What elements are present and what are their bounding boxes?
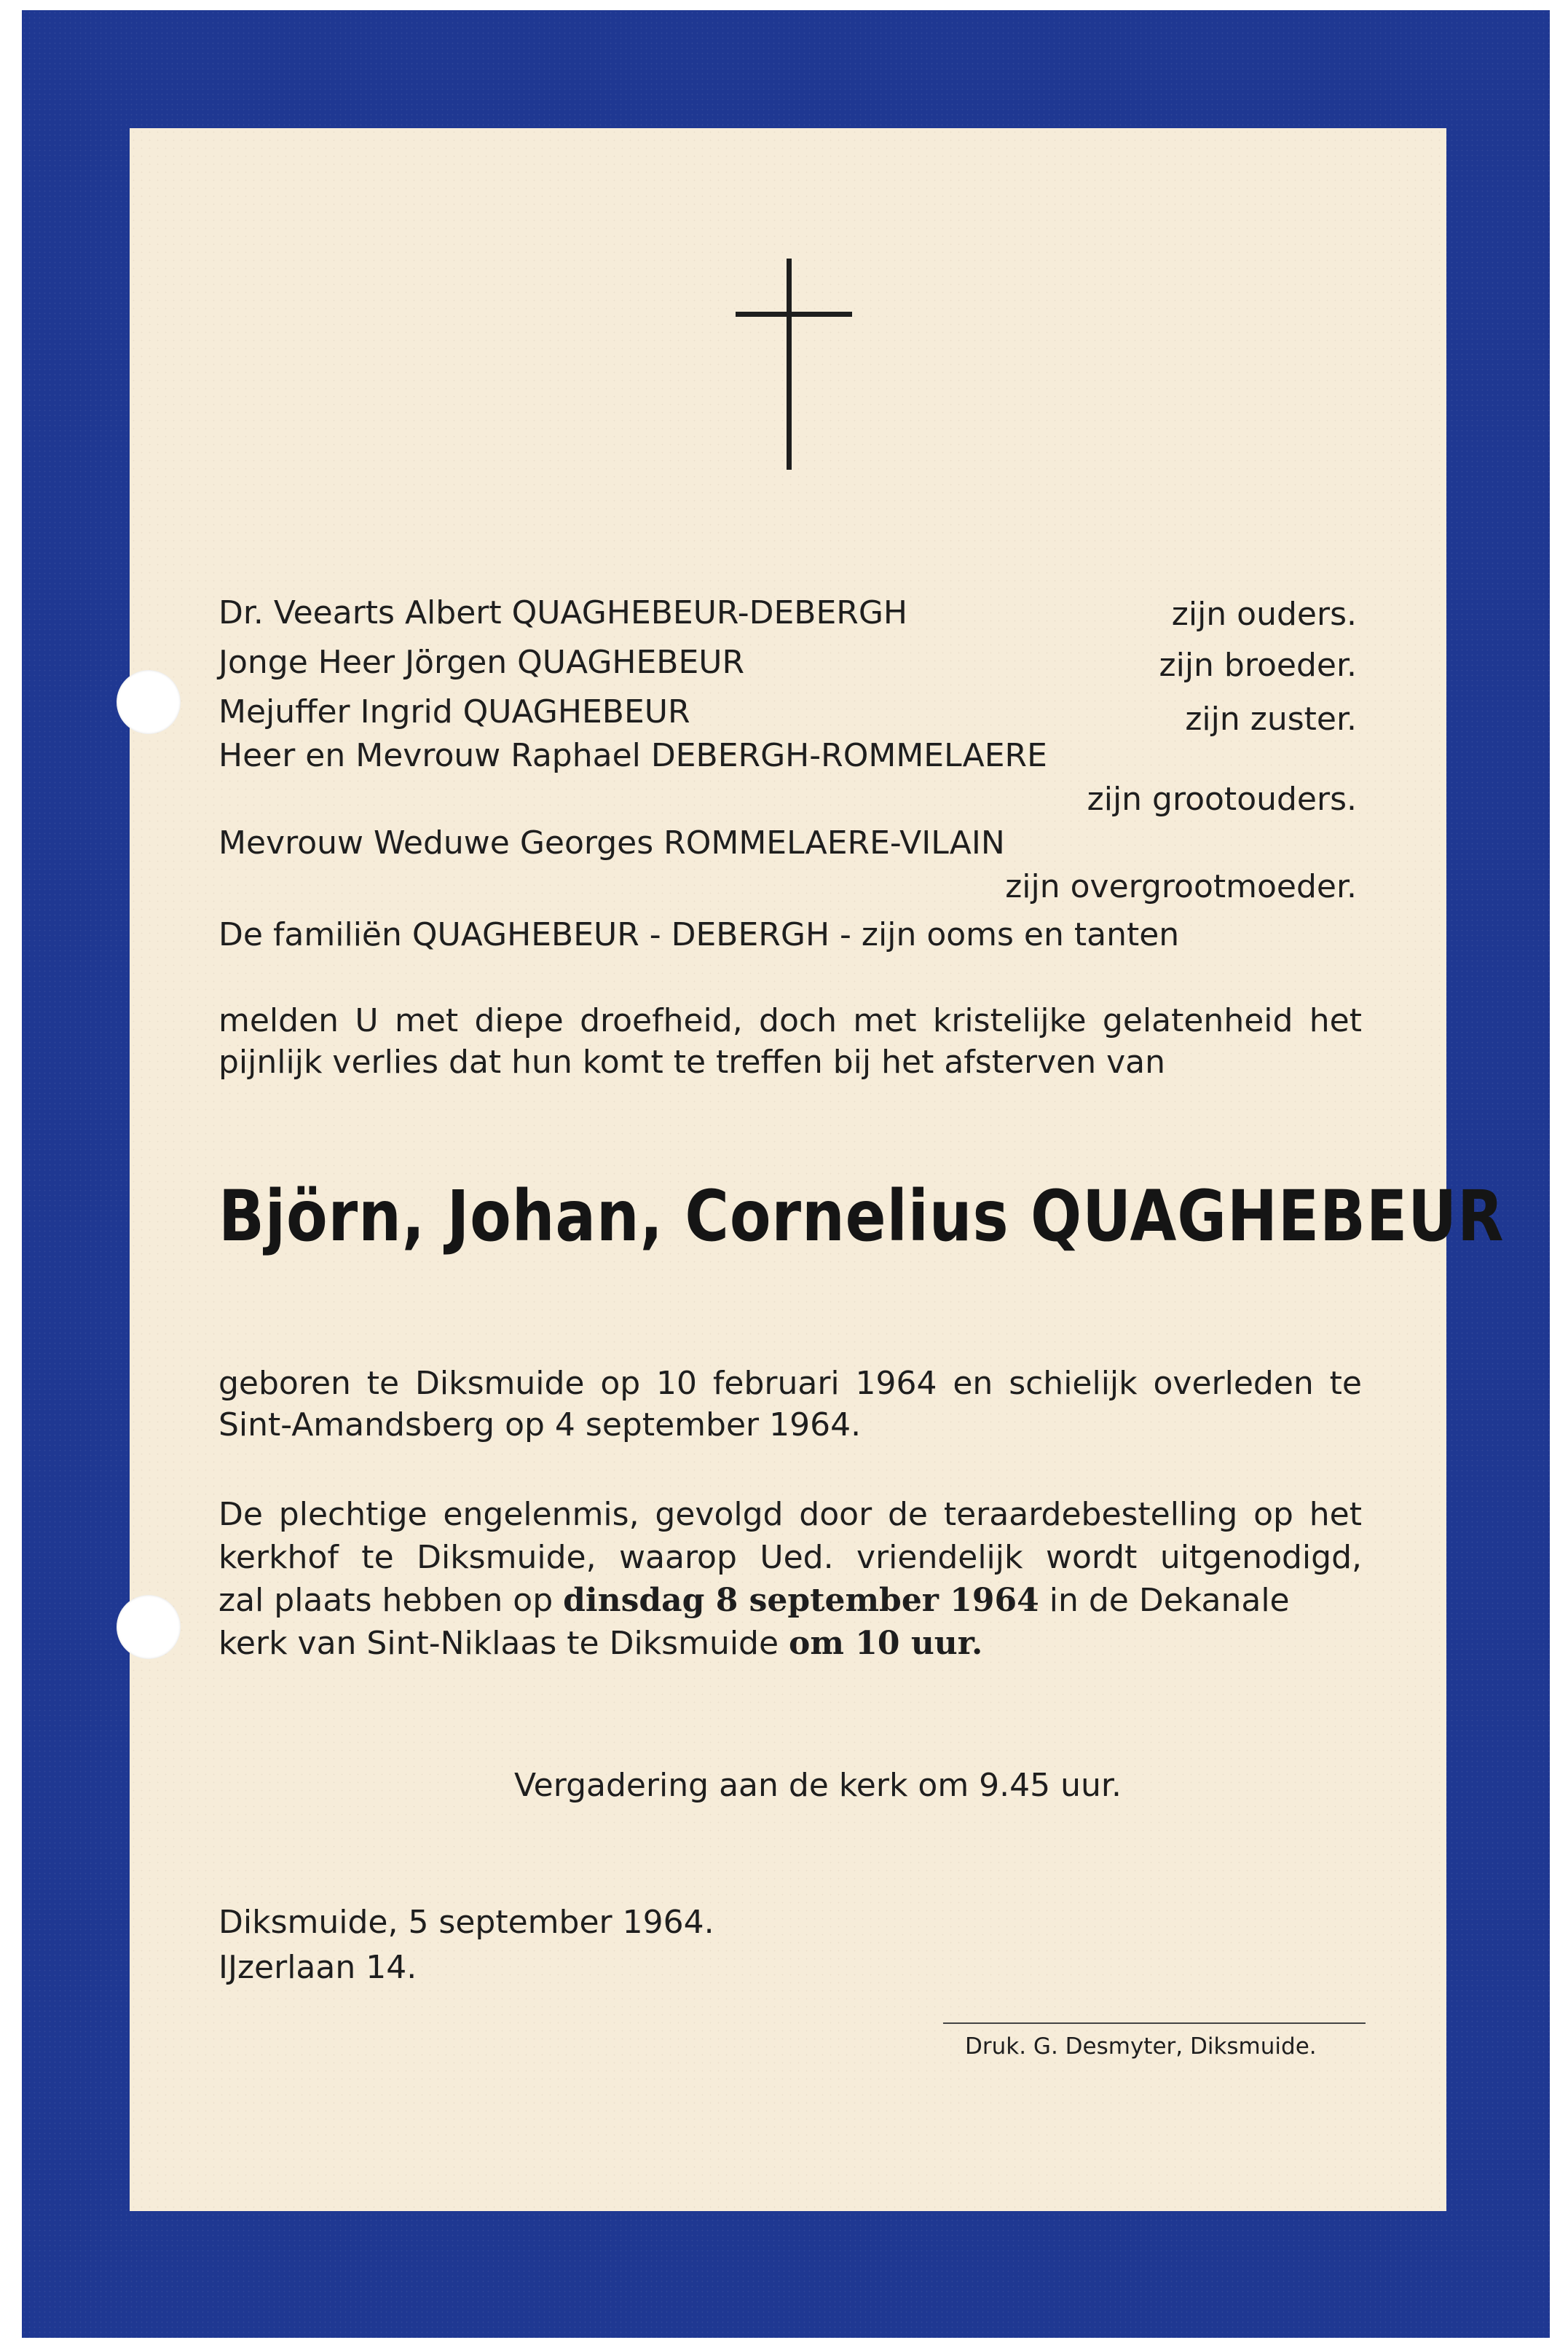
funeral-line-3-end: in de Dekanale [1039,1582,1290,1619]
announcement-line-1: melden U met diepe droefheid, doch met kristelijke gelatenheid het [218,1002,1362,1039]
funeral-line-4-start: kerk van Sint-Niklaas te Diksmuide [218,1625,789,1662]
deceased-name: Björn, Johan, Cornelius QUAGHEBEUR [218,1175,1505,1257]
punch-hole-bottom [117,1595,181,1659]
family-name-brother: Jonge Heer Jörgen QUAGHEBEUR [218,644,745,681]
funeral-line-3-start: zal plaats hebben op [218,1582,564,1619]
funeral-date: dinsdag 8 september 1964 [563,1582,1039,1619]
printer-rule [943,2022,1366,2024]
cross-icon [736,259,852,470]
place-date: Diksmuide, 5 september 1964. [218,1904,714,1941]
funeral-line-3 [218,1582,1290,1619]
punch-hole-top [117,670,181,734]
family-relation-brother: zijn broeder. [1159,647,1357,684]
family-name-sister: Mejuffer Ingrid QUAGHEBEUR [218,693,690,730]
family-name-great-grandmother: Mevrouw Weduwe Georges ROMMELAERE-VILAIN [218,824,1005,862]
family-relation-grandparents: zijn grootouders. [1087,781,1357,818]
family-relation-sister: zijn zuster. [1185,701,1357,738]
address: IJzerlaan 14. [218,1949,417,1986]
birth-death-line-1: geboren te Diksmuide op 10 februari 1964 en schielijk overleden te [218,1365,1362,1402]
announcement-line-2: pijnlijk verlies dat hun komt te treffen bij het afsterven van [218,1044,1165,1081]
family-relation-great-grandmother: zijn overgrootmoeder. [1005,868,1357,905]
funeral-line-2: kerkhof te Diksmuide, waarop Ued. vriendelijk wordt uitgenodigd, [218,1539,1362,1576]
family-name-uncles-aunts: De familiën QUAGHEBEUR - DEBERGH - zijn ooms en tanten [218,916,1180,953]
family-name-parents: Dr. Veearts Albert QUAGHEBEUR-DEBERGH [218,594,908,631]
printer-credit: Druk. G. Desmyter, Diksmuide. [965,2033,1317,2060]
funeral-line-4 [218,1625,983,1662]
family-relation-parents: zijn ouders. [1171,596,1357,633]
gathering-note: Vergadering aan de kerk om 9.45 uur. [514,1767,1122,1804]
family-name-grandparents: Heer en Mevrouw Raphael DEBERGH-ROMMELAERE [218,737,1047,774]
funeral-line-1: De plechtige engelenmis, gevolgd door de teraardebestelling op het [218,1496,1362,1533]
funeral-time: om 10 uur. [789,1625,983,1662]
birth-death-line-2: Sint-Amandsberg op 4 september 1964. [218,1406,862,1443]
